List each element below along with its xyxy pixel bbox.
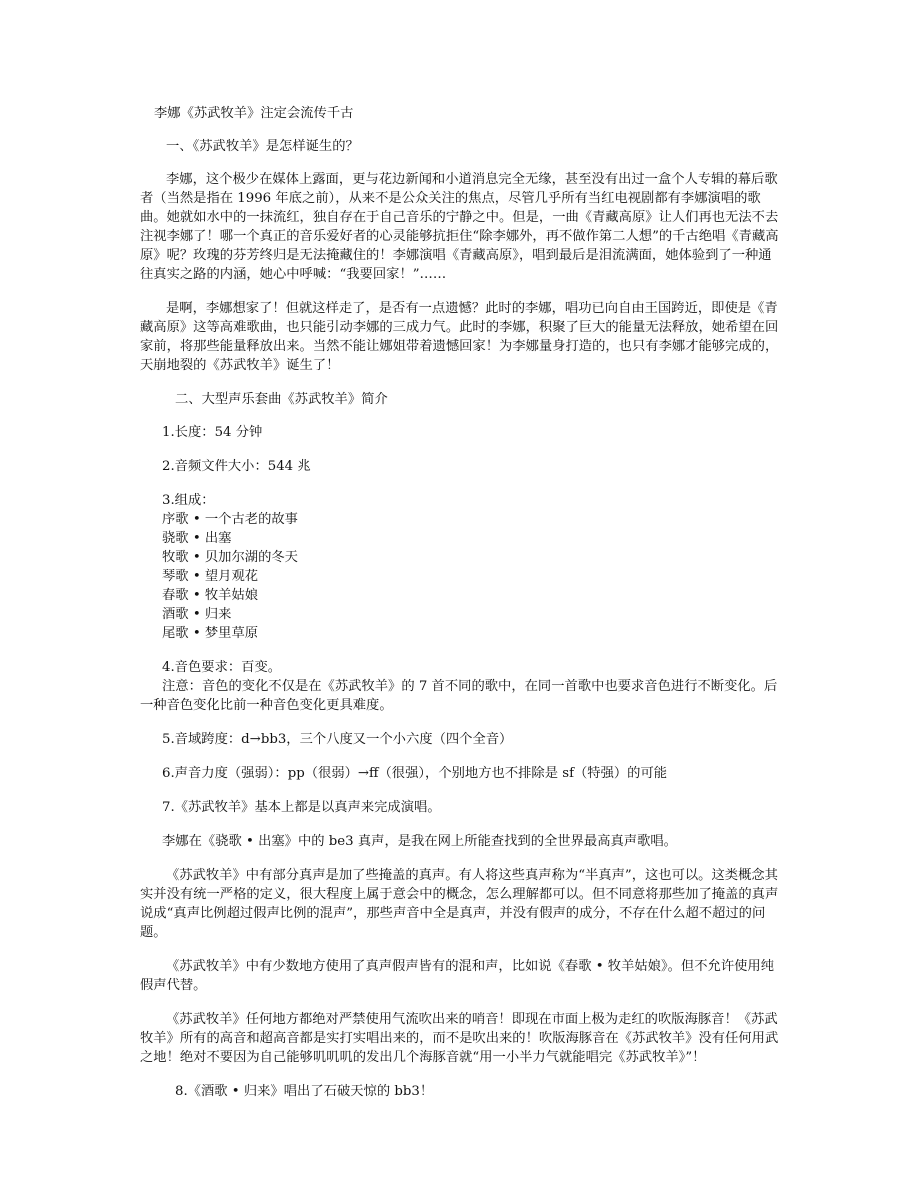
item-length: 1.长度：54 分钟 <box>162 425 263 440</box>
item-file-size: 2.音频文件大小：544 兆 <box>162 459 311 474</box>
song-list-item: 琴歌 • 望月观花 <box>162 569 259 584</box>
song-list-item: 春歌 • 牧羊姑娘 <box>162 588 259 603</box>
item-chest-voice: 7.《苏武牧羊》基本上都是以真声来完成演唱。 <box>162 800 441 815</box>
document-page <box>140 104 782 1101</box>
section-2-heading: 二、大型声乐套曲《苏武牧羊》简介 <box>175 392 388 407</box>
item-dynamics: 6.声音力度（强弱）：pp（很弱）→ff（很强），个别地方也不排除是 sf（特强）的可能 <box>162 766 668 781</box>
song-list-item: 序歌 • 一个古老的故事 <box>162 512 298 527</box>
section-1-paragraph-1: 李娜，这个极少在媒体上露面，更与花边新闻和小道消息完全无缘，甚至没有出过一盒个人专辑的幕后歌者（当然是指在 1996 年底之前），从来不是公众关注的焦点，尽管几乎所有当红电视剧都有李娜演唱的歌曲。她就如水中的一抹流红，独自存在于自己音乐的宁静之中。但是，一曲《青藏高原》让人们再也无法不去注视李娜了！哪一个真正的音乐爱好者的心灵能够抗拒住“除李娜外，再不做作第二人想”的千古绝唱《青藏高原》呢？玫瑰的芬芳终归是无法掩藏住的！李娜演唱《青藏高原》，唱到最后是泪流满面，她体验到了一种通往真实之路的内涵，她心中呼喊：“我要回家！”…… <box>140 172 779 282</box>
item-chest-voice-paragraph-4: 《苏武牧羊》任何地方都绝对严禁使用气流吹出来的哨音！即现在市面上极为走红的吹版海豚音！《苏武牧羊》所有的高音和超高音都是实打实唱出来的，而不是吹出来的！吹版海豚音在《苏武牧羊》没有任何用武之地！绝对不要因为自己能够叽叽叽的发出几个海豚音就“用一小半力气就能唱完《苏武牧羊》”！ <box>140 1012 779 1065</box>
document-title: 李娜《苏武牧羊》注定会流传千古 <box>154 106 354 121</box>
item-composition-label: 3.组成： <box>162 493 215 508</box>
section-1-heading: 一、《苏武牧羊》是怎样诞生的？ <box>166 139 359 154</box>
item-chest-voice-paragraph-3: 《苏武牧羊》中有少数地方使用了真声假声皆有的混和声，比如说《春歌 • 牧羊姑娘》。但不允许使用纯假声代替。 <box>140 959 775 993</box>
item-timbre-label: 4.音色要求：百变。 <box>162 660 282 675</box>
item-chest-voice-paragraph-1: 李娜在《骁歌 • 出塞》中的 be3 真声，是我在网上所能查找到的全世界最高真声歌唱。 <box>162 834 677 849</box>
item-chest-voice-paragraph-2: 《苏武牧羊》中有部分真声是加了些掩盖的真声。有人将这些真声称为“半真声”，这也可以。这类概念其实并没有统一严格的定义，很大程度上属于意会中的概念，怎么理解都可以。但不同意将那些加了掩盖的真声说成“真声比例超过假声比例的混声”，那些声音中全是真声，并没有假声的成分，不存在什么超不超过的问题。 <box>140 868 779 940</box>
song-list-item: 骁歌 • 出塞 <box>162 531 232 546</box>
item-timbre <box>140 658 782 715</box>
song-list-item: 尾歌 • 梦里草原 <box>162 626 259 641</box>
item-timbre-note: 注意：音色的变化不仅是在《苏武牧羊》的 7 首不同的歌中，在同一首歌中也要求音色进行不断变化。后一种音色变化比前一种音色变化更具难度。 <box>140 679 778 713</box>
song-list-item: 牧歌 • 贝加尔湖的冬天 <box>162 550 298 565</box>
section-1-paragraph-2: 是啊，李娜想家了！但就这样走了，是否有一点遗憾？此时的李娜，唱功已向自由王国跨近，即使是《青藏高原》这等高难歌曲，也只能引动李娜的三成力气。此时的李娜，积聚了巨大的能量无法释放，她希望在回家前，将那些能量释放出来。当然不能让娜姐带着遗憾回家！为李娜量身打造的，也只有李娜才能够完成的，天崩地裂的《苏武牧羊》诞生了！ <box>140 301 779 373</box>
item-high-note: 8.《酒歌 • 归来》唱出了石破天惊的 bb3！ <box>175 1084 434 1099</box>
item-composition <box>140 491 782 643</box>
song-list-item: 酒歌 • 归来 <box>162 607 232 622</box>
item-vocal-range: 5.音域跨度：d→bb3，三个八度又一个小六度（四个全音） <box>162 732 513 747</box>
